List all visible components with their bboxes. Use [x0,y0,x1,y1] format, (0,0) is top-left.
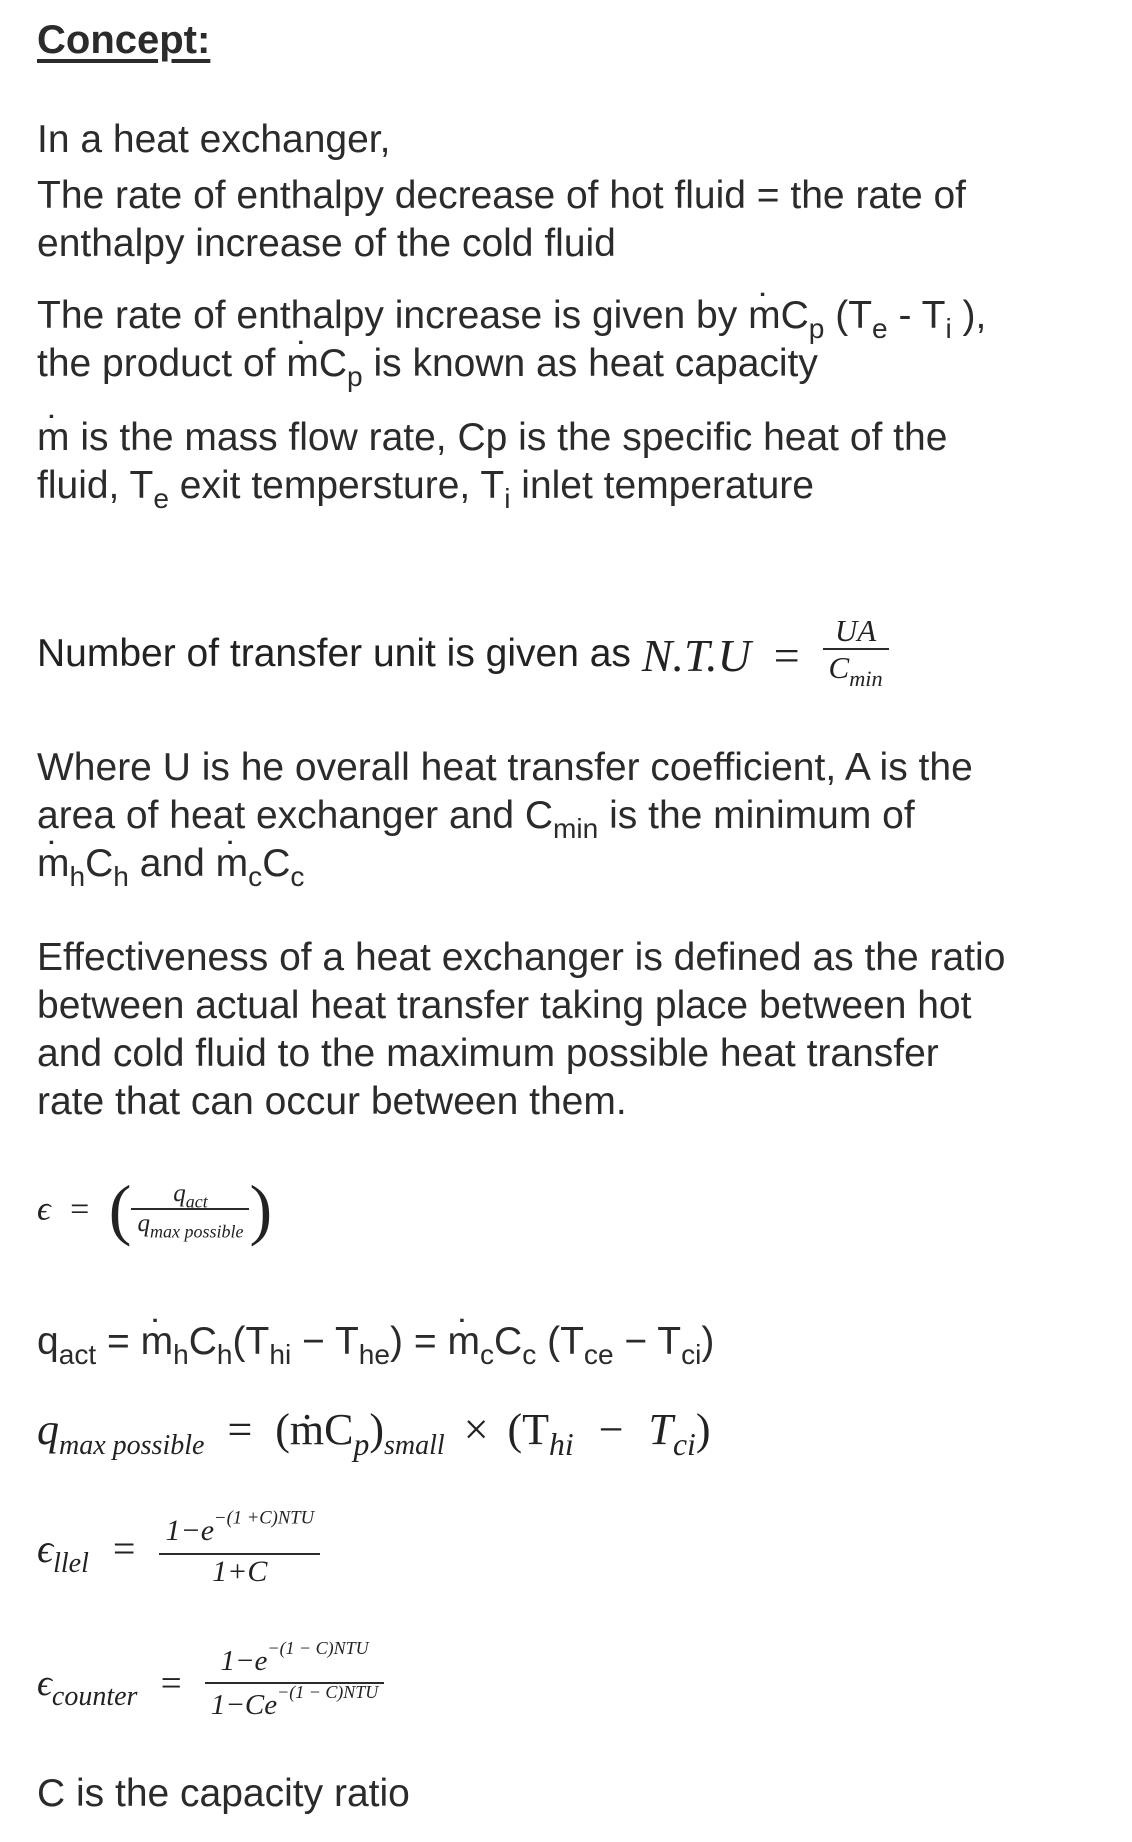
where-line-3: m $˙_hC_h$ and m $˙_cC_c$ [37,840,304,888]
counter-flow-equation: $\epsilon_{counter}$ = $\frac{1-e^{-(1 - C)NTU}}{1-Ce^{-(1 - C)NTU}}$ [37,1640,384,1728]
q-actual-equation: $q_{act} = m$ $˙_hC_h(T_{hi} - T_{he}) = m$ $˙_cC_c$ $(T_{ce} - T_{ci})$ [37,1318,714,1366]
counter-fraction: $\frac{1-e^{-(1 - C)NTU}}{1-Ce^{-(1 - C)NTU}}$ [205,1640,384,1728]
definitions-line-1: m ˙ is the mass flow rate, Cp is the specific heat of the [37,414,947,462]
where-line-2: area of heat exchanger and $C_{min}$ is the minimum of [37,794,915,844]
intro-text: In a heat exchanger, [37,118,391,161]
concept-heading: Concept: [37,18,211,62]
where-line-1: Where U is he overall heat transfer coefficient, A is the [37,746,973,789]
ntu-fraction: $\frac{UA}{C_{min}}$ [823,614,889,686]
enthalpy-rate-line-2: the product of m $˙C_p$ is known as heat capacity [37,340,818,388]
effectiveness-equation: ϵ = ( $\frac{q_{act}}{q_{max possible}}$ ) [37,1171,273,1247]
parallel-flow-equation: $\epsilon_{llel}$ = $\frac{1-e^{-(1 +C)NTU}}{1+C}$ [37,1508,320,1590]
parallel-fraction: $\frac{1-e^{-(1 +C)NTU}}{1+C}$ [159,1508,320,1590]
q-max-equation: $q_{max possible}$ = $(ṁC_p)_{small} \times (T_{hi} - T_{ci})$ [37,1405,711,1463]
effectiveness-line-3: and cold fluid to the maximum possible heat transfer [37,1032,939,1075]
enthalpy-rate-line-1: The rate of enthalpy increase is given by m $˙C_p$ ($T_e - T_i$ ), [37,292,986,340]
effectiveness-line-4: rate that can occur between them. [37,1080,627,1123]
effectiveness-line-2: between actual heat transfer taking place between hot [37,984,972,1027]
enthalpy-line-1: The rate of enthalpy decrease of hot fluid = the rate of [37,174,967,217]
effectiveness-line-1: Effectiveness of a heat exchanger is defined as the ratio [37,936,1006,979]
capacity-ratio-note: C is the capacity ratio [37,1772,410,1815]
enthalpy-line-2: enthalpy increase of the cold fluid [37,222,616,265]
effectiveness-fraction: $\frac{q_{act}}{q_{max possible}}$ [131,1180,249,1238]
definitions-line-2: fluid, $T_e$ exit tempersture, $T_i$ inlet temperature [37,464,814,514]
ntu-line: Number of transfer unit is given as N.T.U = $\frac{UA}{C_{min}}$ [37,620,889,692]
